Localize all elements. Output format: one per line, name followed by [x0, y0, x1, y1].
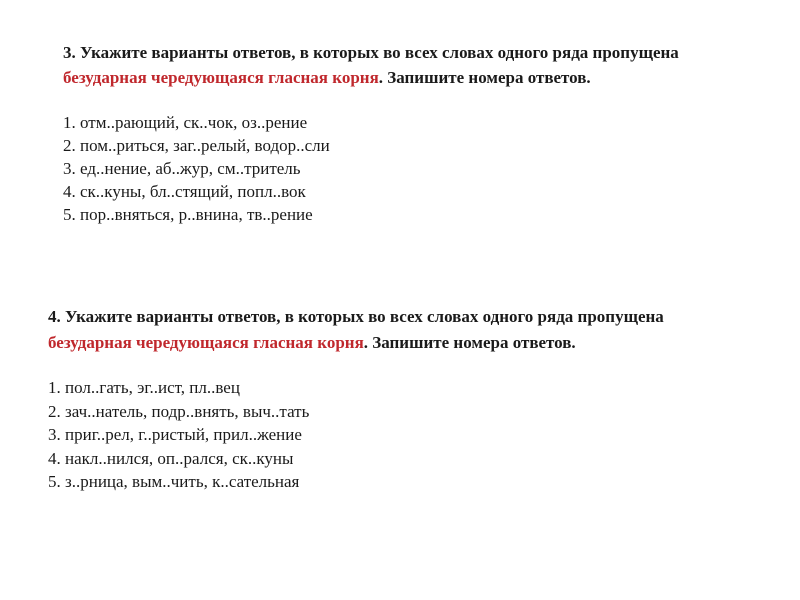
task-3-question-prefix: 3. Укажите варианты ответов, в которых во всех словах одного ряда пропущена [63, 43, 679, 62]
task-4-option-5: 5. з..рница, вым..чить, к..сательная [48, 472, 300, 491]
task-4-question-highlight: безударная чередующаяся гласная корня [48, 333, 364, 352]
task-3-option-5: 5. пор..вняться, р..внина, тв..рение [63, 205, 313, 224]
task-3-option-4: 4. ск..куны, бл..стящий, попл..вок [63, 182, 306, 201]
task-4-question-suffix: . Запишите номера ответов. [363, 333, 576, 352]
task-3-question [63, 40, 743, 90]
task-3 [63, 40, 743, 226]
task-4-question-prefix: 4. Укажите варианты ответов, в которых во всех словах одного ряда пропущена [48, 307, 664, 326]
task-3-option-1: 1. отм..рающий, ск..чок, оз..рение [63, 113, 308, 132]
task-4 [48, 304, 728, 494]
task-3-option-3: 3. ед..нение, аб..жур, см..тритель [63, 159, 301, 178]
task-4-question [48, 304, 728, 356]
task-4-option-4: 4. накл..нился, оп..рался, ск..куны [48, 448, 294, 468]
task-3-options [63, 111, 743, 226]
task-4-option-2: 2. зач..натель, подр..внять, выч..тать [48, 401, 310, 421]
task-4-options [48, 376, 728, 494]
task-3-question-highlight: безударная чередующаяся гласная корня [63, 68, 379, 87]
task-4-option-3: 3. приг..рел, г..ристый, прил..жение [48, 425, 302, 444]
task-3-question-suffix: . Запишите номера ответов. [378, 68, 591, 87]
task-4-option-1: 1. пол..гать, эг..ист, пл..вец [48, 378, 240, 397]
task-3-option-2: 2. пом..риться, заг..релый, водор..сли [63, 136, 330, 155]
